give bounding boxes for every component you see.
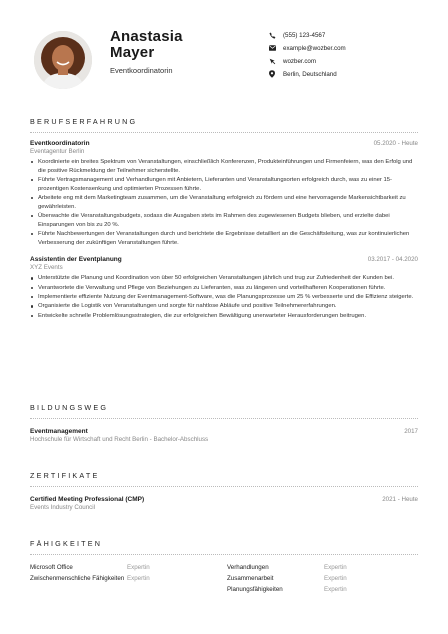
skills-section <box>30 539 418 594</box>
section-title-experience: BERUFSERFAHRUNG <box>30 117 138 126</box>
contact-location: Berlin, Deutschland <box>268 68 346 80</box>
job-entry-bullets <box>30 158 418 247</box>
education-section <box>30 403 418 443</box>
skill-name: Zwischenmenschliche Fähigkeiten <box>30 575 125 582</box>
job-entry-date: 05.2020 - Heute <box>373 140 418 147</box>
job-entry-title: Eventkoordinatorin <box>30 140 90 147</box>
skill-level: Expertin <box>127 564 150 571</box>
contact-phone: (555) 123-4567 <box>268 29 346 41</box>
experience-section <box>30 117 418 321</box>
job-entry <box>30 256 418 320</box>
job-entry-company: Eventagentur Berlin <box>30 148 85 155</box>
education-school: Hochschule für Wirtschaft und Recht Berlin - Bachelor-Abschluss <box>30 436 209 443</box>
skill-level: Expertin <box>324 586 347 593</box>
section-divider <box>30 418 418 419</box>
job-entry-date: 03.2017 - 04.2020 <box>367 256 418 264</box>
list-item: Implementierte effiziente Nutzung der Eventmanagement-Software, was die Planungsprozesse um 25 % verbesserte und die Effizienz steigerte. <box>30 293 418 302</box>
list-item: Entwickelte schnelle Problemlösungsstrategien, die zur erfolgreichen Bewältigung unerwarteter Herausforderungen beitrugen. <box>30 312 418 321</box>
job-title: Eventkoordinatorin <box>110 66 173 75</box>
list-item: Arbeitete eng mit dem Marketingteam zusammen, um die Veranstaltung erfolgreich zu fördern und eine hervorragende Markensichtbarkeit zu gewährleisten. <box>30 194 418 211</box>
last-name: Mayer <box>110 44 155 61</box>
contact-email[interactable]: example@wozber.com <box>268 42 346 54</box>
section-title-certificates: ZERTIFIKATE <box>30 471 100 480</box>
email-icon <box>268 44 276 52</box>
job-entry-company: XYZ Events <box>30 264 63 272</box>
job-entry-bullets <box>30 274 418 320</box>
education-year: 2017 <box>404 428 418 435</box>
section-divider <box>30 486 418 487</box>
certificate-issuer: Events Industry Council <box>30 504 95 511</box>
candidate-name <box>110 29 183 61</box>
skill-name: Microsoft Office <box>30 564 73 571</box>
skill-name: Verhandlungen <box>227 564 269 571</box>
list-item: Verantwortete die Verwaltung und Pflege von Beziehungen zu Lieferanten, was zu längeren und vorteilhafteren Kooperationen führte. <box>30 284 418 293</box>
education-degree: Eventmanagement <box>30 428 88 435</box>
education-entry <box>30 428 418 443</box>
section-divider <box>30 554 418 555</box>
list-item: Koordinierte ein breites Spektrum von Veranstaltungen, einschließlich Konferenzen, Produkteinführungen und Firmenfeiern, was den Erfolg und die positive Rückmeldung der Teilnehmer sicherstellte. <box>30 158 418 175</box>
certificate-name: Certified Meeting Professional (CMP) <box>30 496 145 503</box>
list-item: Unterstützte die Planung und Koordination von über 50 erfolgreichen Veranstaltungen jährlich und trug zur Zufriedenheit der Kunden bei. <box>30 274 418 283</box>
contact-website[interactable]: wozber.com <box>268 55 346 67</box>
first-name: Anastasia <box>110 28 183 45</box>
job-entry-title: Assistentin der Eventplanung <box>30 256 122 264</box>
skill-name-empty <box>30 586 127 594</box>
contact-list <box>268 29 346 81</box>
certificate-entry <box>30 496 418 511</box>
list-item: Führte Nachbewertungen der Veranstaltungen durch und berichtete die Ergebnisse detailliert an die Geschäftsleitung, was zur kontinuierlichen Verbesserung der zukünftigen Veranstaltungen führte. <box>30 230 418 247</box>
certificate-date: 2021 - Heute <box>382 496 418 503</box>
job-entry <box>30 140 418 247</box>
phone-icon <box>268 31 276 39</box>
skill-level: Expertin <box>127 575 150 582</box>
skill-name: Zusammenarbeit <box>227 575 274 582</box>
resume-header <box>30 0 418 112</box>
location-pin-icon <box>268 70 276 78</box>
avatar <box>34 31 92 89</box>
list-item: Organisierte die Logistik von Veranstaltungen und sorgte für nahtlose Abläufe und positive Teilnehmererfahrungen. <box>30 302 418 311</box>
section-divider <box>30 132 418 133</box>
section-title-education: BILDUNGSWEG <box>30 403 109 412</box>
certificates-section <box>30 471 418 511</box>
skill-level: Expertin <box>324 564 347 571</box>
list-item: Führte Vertragsmanagement und Verhandlungen mit Anbietern, Lieferanten und Veranstaltungsorten erfolgreich durch, was zu einer 15-prozentigen Kostensenkung und optimierten Prozessen führte. <box>30 176 418 193</box>
skill-level: Expertin <box>324 575 347 582</box>
list-item: Überwachte die Veranstaltungsbudgets, sodass die Ausgaben stets im Rahmen des zugewiesenen Budgets blieben, und erzielte dabei Einsparungen von bis zu 20 %. <box>30 212 418 229</box>
skill-name: Planungsfähigkeiten <box>227 586 283 593</box>
skills-grid <box>30 564 418 594</box>
section-title-skills: FÄHIGKEITEN <box>30 539 103 548</box>
link-icon <box>268 57 276 65</box>
